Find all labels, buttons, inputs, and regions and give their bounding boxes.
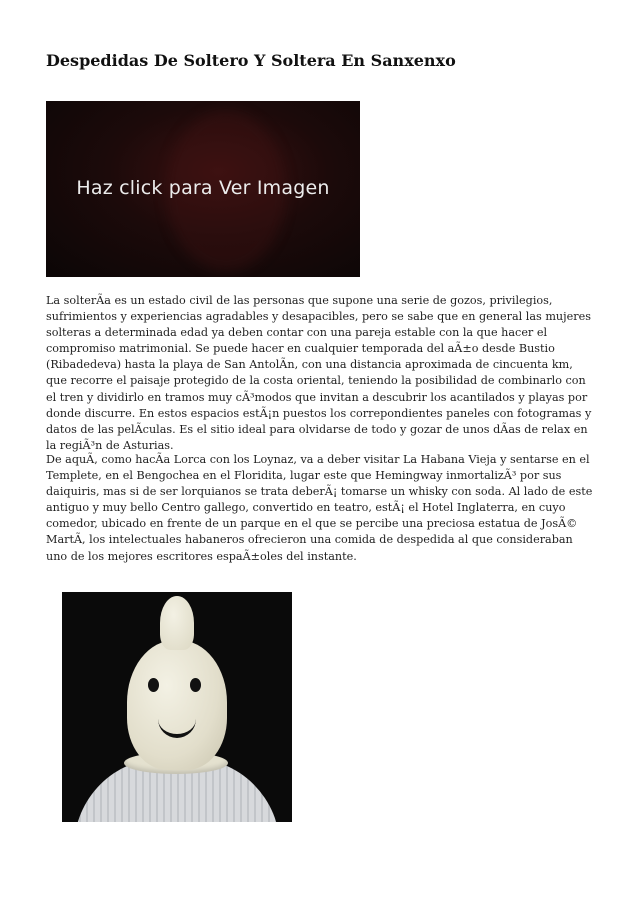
mask-eye-left <box>148 678 159 692</box>
mask-head <box>127 640 227 770</box>
hero-image-label: Haz click para Ver Imagen <box>76 177 330 199</box>
paragraph-2: De aquÃ, como hacÃa Lorca con los Loynaz, va a deber visitar La Habana Vieja y sentarse en el Templete, en el Bengochea en el Floridita, lugar este que Hemingway inmortalizÃ³ por sus daiquiris, mas si de ser lorquianos se trata deberÃ¡ tomarse un whisky con soda. Al lado de este antiguo y muy bello Centro gallego, convertido en teatro, estÃ¡ el Hotel Inglaterra, en cuyo comedor, ubicado en frente de un parque en el que se percibe una preciosa estatua de JosÃ© MartÃ, los intelectuales habaneros ofrecieron una comida de despedida al que consideraban uno de los mejores escritores espaÃ±oles del instante. <box>46 453 593 563</box>
mask-tip <box>160 596 194 650</box>
paragraph-1: La solterÃa es un estado civil de las personas que supone una serie de gozos, privilegios, sufrimientos y experiencias agradables y desapacibles, pero se sabe que en general las mujeres solteras a determinada edad ya deben contar con una pareja estable con la que hacer el compromiso matrimonial. Se puede hacer en cualquier temporada del aÃ±o desde Bustio (Ribadedeva) hasta la playa de San AntolÃn, con una distancia aproximada de cincuenta km, que recorre el paisaje protegido de la costa oriental, teniendo la posibilidad de combinarlo con el tren y dividirlo en tramos muy cÃ³modos que invitan a descubrir los acantilados y playas por donde discurre. En estos espacios estÃ¡n puestos los correpondientes paneles con fotogramas y datos de las pelÃculas. Es el sitio ideal para olvidarse de todo y gozar de unos dÃas de relax en la regiÃ³n de Asturias. <box>46 294 592 452</box>
mask-eye-right <box>190 678 201 692</box>
page-title: Despedidas De Soltero Y Soltera En Sanxenxo <box>46 51 456 70</box>
hero-image-link[interactable] <box>46 101 360 277</box>
masked-figure-photo <box>62 592 292 822</box>
